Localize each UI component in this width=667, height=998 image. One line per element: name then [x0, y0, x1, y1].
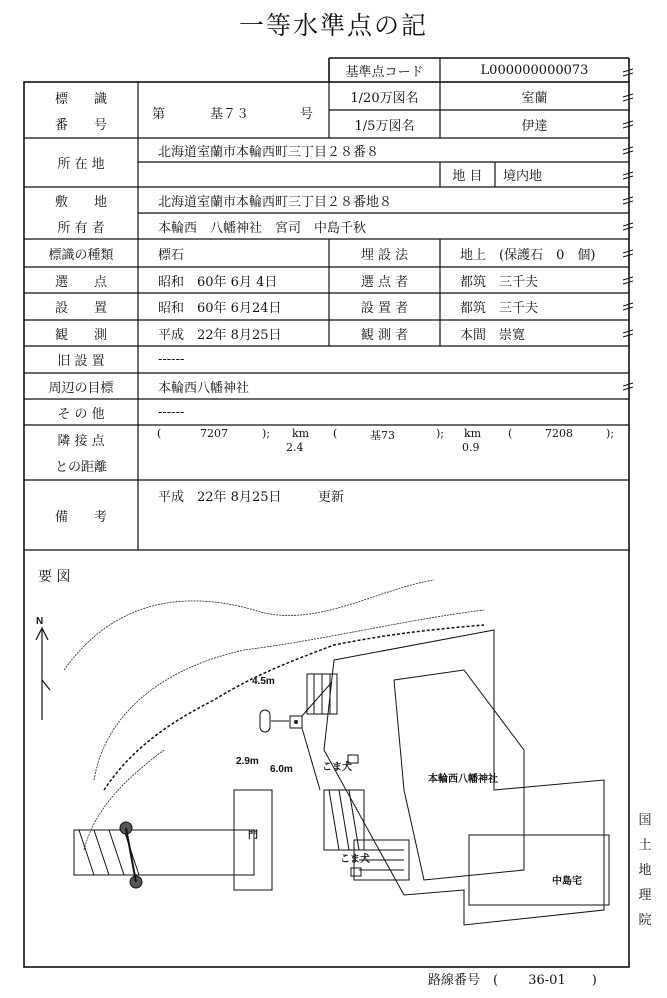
map-dist-2: 2.9m: [236, 756, 259, 767]
adjacent-km-1: km: [292, 427, 310, 440]
code-label: 基準点コード: [345, 64, 424, 80]
value-remarks-date: 平成 22年 8月25日: [158, 490, 282, 505]
document-title: 一等水準点の記: [238, 11, 428, 40]
map-title: 要 図: [38, 569, 71, 585]
map-dist-1: 4.5m: [252, 676, 275, 687]
adjacent-name-3: 7208: [545, 427, 573, 440]
adjacent-close-3: );: [606, 427, 614, 440]
label-installer: 設 置 者: [360, 301, 409, 316]
value-observer: 本間 崇寛: [460, 327, 526, 343]
value-observation-date: 平成 22年 8月25日: [158, 327, 282, 343]
value-selection-date: 昭和 60年 6月 4日: [158, 274, 278, 290]
value-map200k: 室蘭: [521, 90, 548, 106]
value-landmark: 本輪西八幡神社: [158, 380, 250, 396]
value-owner: 本輪西 八幡神社 宮司 中島千秋: [158, 220, 367, 236]
label-observation: 観 測: [54, 327, 107, 343]
label-owner: 所 有 者: [57, 220, 105, 236]
org-char: 理: [638, 888, 652, 903]
value-burial: 地上 (保護石 0 個): [460, 247, 596, 263]
adjacent-close-2: );: [436, 427, 444, 440]
label-map50k: 1/5万図名: [354, 118, 415, 134]
org-char: 土: [638, 838, 652, 853]
org-char: 地: [638, 863, 652, 878]
label-selector: 選 点 者: [360, 274, 409, 290]
org-char: 国: [638, 813, 652, 828]
value-site-address: 北海道室蘭市本輪西町三丁目２８番地８: [158, 194, 393, 210]
label-site: 敷 地: [54, 194, 107, 210]
code-value: L000000000073: [480, 62, 589, 78]
adjacent-dist-1: 2.4: [286, 441, 304, 454]
value-installation-date: 昭和 60年 6月24日: [158, 301, 282, 316]
organization-name: [636, 808, 654, 933]
site-sketch-map: [24, 550, 629, 967]
label-old-install: 旧 設 置: [57, 354, 105, 369]
label-number: 番 号: [54, 117, 107, 133]
label-marker: 標 識: [54, 91, 107, 107]
value-other: ------: [158, 404, 185, 420]
label-observer: 観 測 者: [360, 327, 409, 343]
map-dist-3: 6.0m: [270, 764, 293, 775]
adjacent-name-1: 7207: [200, 427, 228, 440]
number-suffix: 号: [300, 106, 314, 122]
value-chimoku: 境内地: [503, 169, 543, 184]
label-marker-type: 標識の種類: [48, 247, 114, 263]
label-burial: 埋 設 法: [360, 247, 409, 263]
label-other: そ の 他: [57, 406, 105, 422]
route-value: 36-01: [528, 973, 566, 988]
label-map200k: 1/20万図名: [350, 90, 419, 106]
number-value: 基７３: [210, 106, 250, 122]
map-komainu-2: こま犬: [340, 854, 370, 865]
value-selector: 都筑 三千夫: [460, 274, 539, 290]
adjacent-open-1: (: [157, 427, 162, 440]
value-remarks-note: 更新: [318, 490, 345, 505]
label-installation: 設 置: [54, 301, 107, 316]
org-char: 院: [638, 913, 652, 928]
value-installer: 都筑 三千夫: [460, 301, 539, 316]
adjacent-open-3: (: [508, 427, 513, 440]
map-gate-label: 門: [248, 830, 258, 841]
label-selection: 選 点: [54, 274, 107, 290]
route-number: 路線番号 ( 36-01 ): [428, 973, 597, 988]
value-marker-type: 標石: [158, 247, 185, 263]
label-chimoku: 地 目: [452, 169, 483, 184]
value-old-install: ------: [158, 352, 185, 367]
value-map50k: 伊達: [521, 118, 548, 134]
adjacent-dist-2: 0.9: [462, 441, 480, 454]
label-landmark: 周辺の目標: [48, 380, 114, 396]
map-north-label: N: [36, 616, 44, 627]
number-prefix: 第: [152, 106, 166, 122]
label-adjacent-2: との距離: [54, 459, 107, 475]
label-adjacent-1: 隣 接 点: [57, 433, 105, 449]
value-address: 北海道室蘭市本輪西町三丁目２８番８: [158, 144, 380, 160]
label-remarks: 備 考: [54, 509, 107, 525]
adjacent-name-2: 基73: [370, 429, 395, 442]
adjacent-close-1: );: [262, 427, 270, 440]
map-house-label: 中島宅: [552, 876, 582, 887]
route-label: 路線番号: [428, 973, 481, 988]
adjacent-km-2: km: [464, 427, 482, 440]
north-arrow-icon: [36, 628, 50, 720]
map-shrine-label: 本輪西八幡神社: [428, 774, 498, 785]
label-location: 所 在 地: [57, 157, 105, 172]
adjacent-open-2: (: [333, 427, 338, 440]
map-komainu-1: こま犬: [322, 762, 352, 773]
